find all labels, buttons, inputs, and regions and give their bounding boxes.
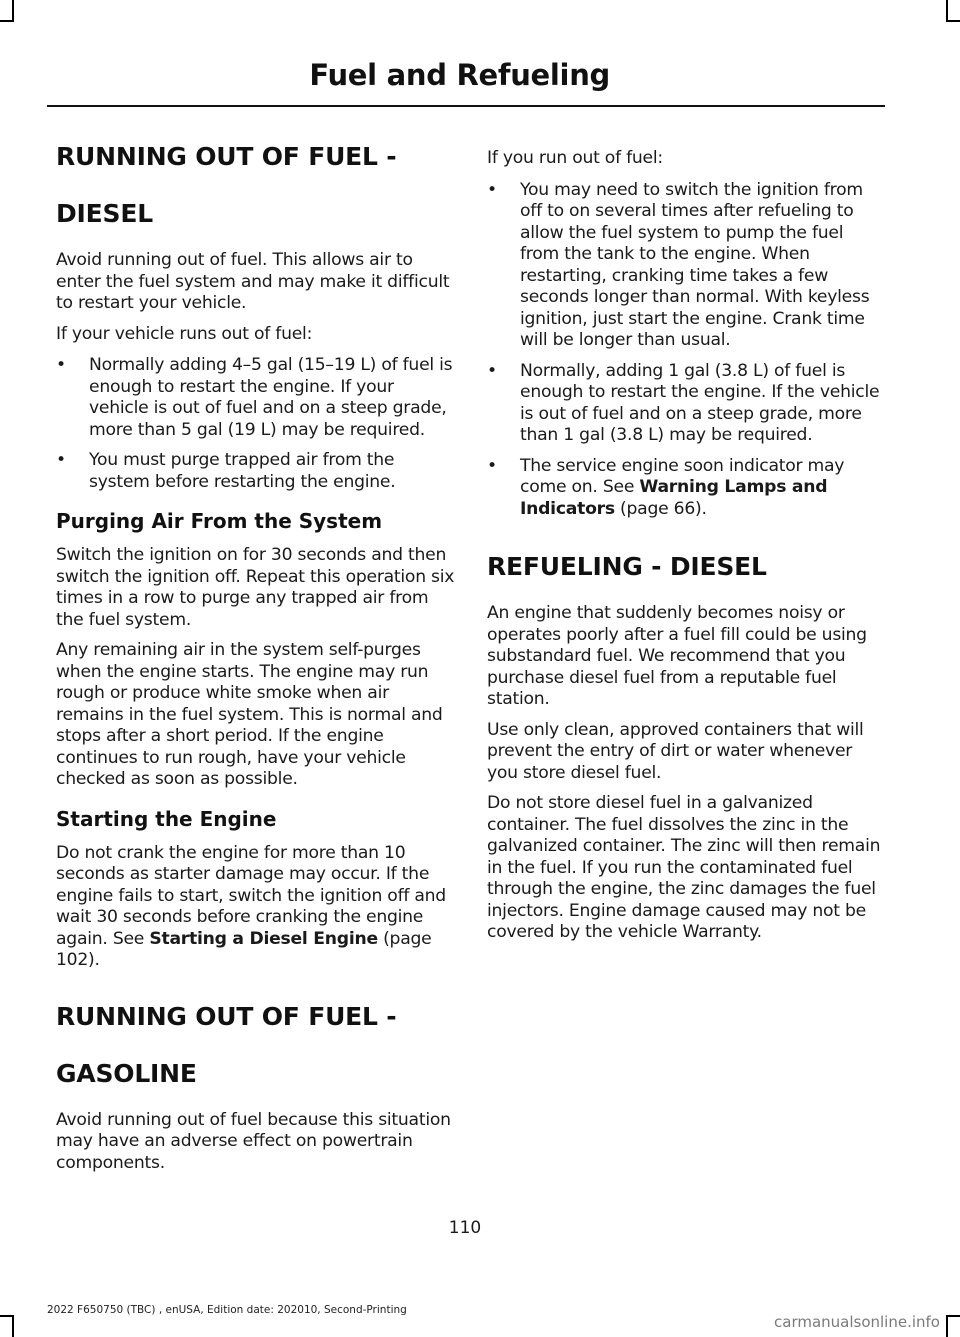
watermark: carmanualsonline.info (774, 1313, 940, 1331)
footer-edition-text: 2022 F650750 (TBC) , enUSA, Edition date: 202010, Second-Printing (47, 1304, 407, 1316)
starting-engine-text (56, 843, 456, 972)
page-header-title: Fuel and Refueling (309, 58, 610, 92)
refueling-text-3: Do not store diesel fuel in a galvanized container. The fuel dissolves the zinc in the galvanized container. The zinc will then remain in the fuel. If you run the contaminated fuel through the engine, the zinc damages the fuel injectors. Engine damage caused may not be covered by the vehicle Warranty. (487, 793, 881, 942)
crop-mark-bottom-right-v (946, 1315, 948, 1337)
crop-mark-bottom-left-h (0, 1315, 14, 1317)
gasoline-heading-line2: GASOLINE (56, 1058, 197, 1088)
list-item-text: Normally adding 4–5 gal (15–19 L) of fuel is enough to restart the engine. If your vehicle is out of fuel and on a steep grade, more than 5 gal (19 L) may be required. (89, 355, 453, 440)
crop-mark-top-right-v (946, 0, 948, 22)
right-column (487, 140, 887, 944)
crop-mark-bottom-right-h (946, 1315, 960, 1317)
gasoline-heading-line1: RUNNING OUT OF FUEL - (56, 1001, 397, 1031)
list-item-text: You may need to switch the ignition from off to on several times after refueling to allow the fuel system to pump the fuel from the tank to the engine. When restarting, cranking time takes a few seconds longer than normal. With keyless ignition, just start the engine. Crank time will be longer than usual. (520, 179, 870, 350)
list-item (487, 456, 887, 521)
warning-lamps-ref-page: (page 66). (614, 498, 707, 519)
bullet-marker: • (487, 360, 497, 381)
starting-engine-body: Do not crank the engine for more than 10 seconds as starter damage may occur. If the engine fails to start, switch the ignition off and wait 30 seconds before cranking the engine again. See (56, 842, 446, 949)
starting-engine-heading: Starting the Engine (56, 806, 277, 831)
warning-lamps-link[interactable]: Warning Lamps and Indicators (520, 477, 828, 519)
bullet-marker: • (56, 355, 66, 375)
diesel-if-runs-out-text: If your vehicle runs out of fuel: (56, 323, 313, 344)
list-item-text: Normally, adding 1 gal (3.8 L) of fuel is enough to restart the engine. If the vehicle is out of fuel and on a steep grade, more than 1 gal (3.8 L) may be required. (520, 360, 880, 445)
gasoline-text: Avoid running out of fuel because this situation may have an adverse effect on powertrain components. (56, 1109, 451, 1173)
list-item-text: The service engine soon indicator may come on. See (520, 455, 845, 497)
header-divider (47, 105, 885, 107)
bullet-marker: • (56, 450, 66, 470)
run-out-bullet-list (487, 180, 887, 521)
purging-text-1: Switch the ignition on for 30 seconds and then switch the ignition off. Repeat this operation six times in a row to purge any trapped air from the fuel system. (56, 545, 455, 630)
list-item-text: You must purge trapped air from the system before restarting the engine. (89, 450, 396, 492)
list-item (487, 361, 887, 447)
bullet-marker: • (487, 179, 497, 200)
purging-air-heading: Purging Air From the System (56, 509, 383, 533)
gasoline-running-out-heading (56, 1000, 456, 1090)
list-item (487, 180, 887, 352)
list-item (56, 450, 456, 493)
starting-diesel-engine-link[interactable]: Starting a Diesel Engine (149, 928, 378, 949)
refueling-text-2: Use only clean, approved containers that will prevent the entry of dirt or water whenever you store diesel fuel. (487, 719, 864, 783)
crop-mark-bottom-left-v (12, 1315, 14, 1337)
diesel-intro-text: Avoid running out of fuel. This allows air to enter the fuel system and may make it difficult to restart your vehicle. (56, 250, 450, 313)
page-number: 110 (448, 1218, 482, 1238)
left-column (56, 140, 456, 1174)
purging-text-2: Any remaining air in the system self-purges when the engine starts. The engine may run rough or produce white smoke when air remains in the fuel system. This is normal and stops after a short period. If the engine continues to run rough, have your vehicle checked as soon as possible. (56, 640, 443, 789)
crop-mark-top-left-h (0, 20, 14, 22)
diesel-bullet-list (56, 355, 456, 493)
diesel-heading-line2: DIESEL (56, 199, 153, 228)
diesel-heading-line1: RUNNING OUT OF FUEL - (56, 142, 397, 171)
if-run-out-text: If you run out of fuel: (487, 148, 663, 168)
bullet-marker: • (487, 455, 497, 476)
starting-ref-page: (page 102). (56, 928, 432, 970)
refueling-diesel-heading: REFUELING - DIESEL (487, 552, 767, 581)
list-item (56, 355, 456, 441)
refueling-text-1: An engine that suddenly becomes noisy or operates poorly after a fuel fill could be using substandard fuel. We recommend that you purchase diesel fuel from a reputable fuel station. (487, 603, 867, 709)
diesel-running-out-heading (56, 140, 456, 230)
crop-mark-top-left-v (12, 0, 14, 22)
crop-mark-top-right-h (946, 20, 960, 22)
